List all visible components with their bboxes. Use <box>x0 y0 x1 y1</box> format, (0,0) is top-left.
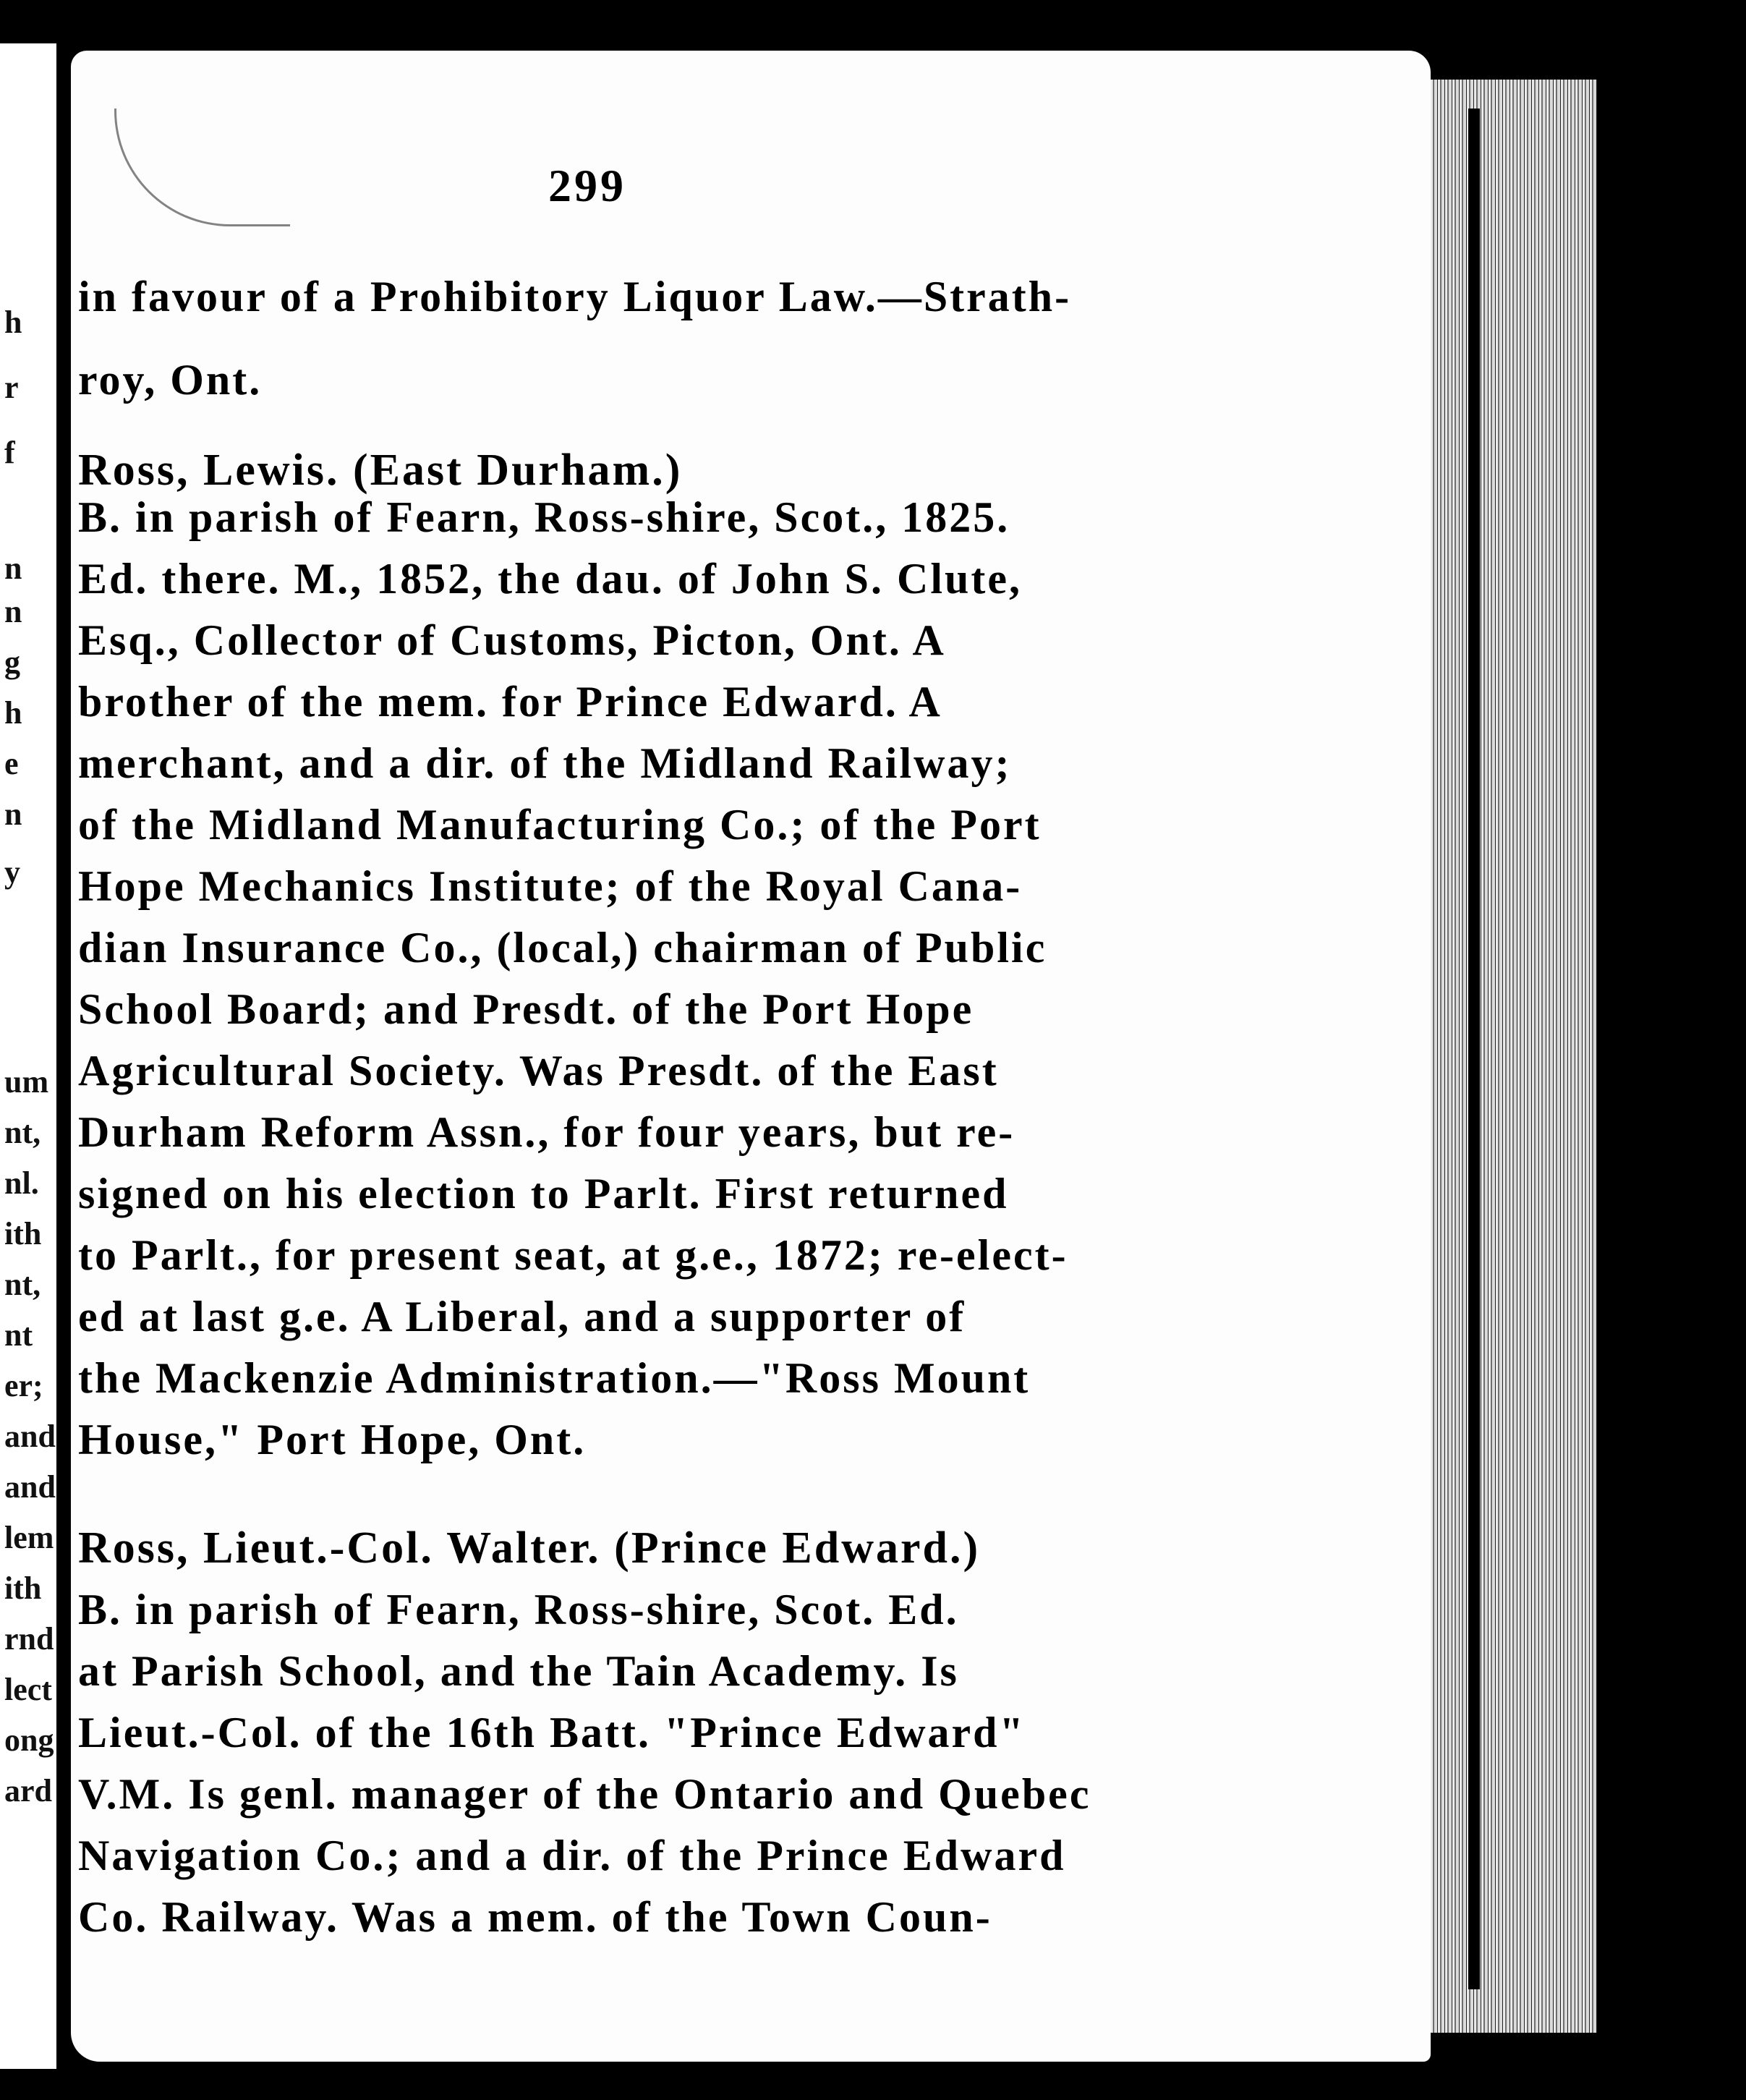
previous-page-fragment: ard <box>4 1773 52 1808</box>
text-line: Lieut.-Col. of the 16th Batt. "Prince Edward" <box>78 1709 1026 1756</box>
entry-heading: Ross, Lieut.-Col. Walter. (Prince Edward.) <box>78 1523 981 1573</box>
text-line: Esq., Collector of Customs, Picton, Ont. A <box>78 616 946 664</box>
text-line: Durham Reform Assn., for four years, but re- <box>78 1108 1015 1156</box>
text-line: Agricultural Society. Was Presdt. of the East <box>78 1047 999 1094</box>
previous-page-fragment: lect <box>4 1672 52 1707</box>
previous-page-fragment: ith <box>4 1570 42 1606</box>
book-fore-edge <box>1431 80 1597 2033</box>
entry-heading: Ross, Lewis. (East Durham.) <box>78 446 683 495</box>
text-line: School Board; and Presdt. of the Port Hope <box>78 985 974 1033</box>
text-line: merchant, and a dir. of the Midland Railway; <box>78 739 1012 787</box>
previous-page-fragment: y <box>4 854 20 890</box>
previous-page-fragment: h <box>4 695 22 731</box>
text-line: to Parlt., for present seat, at g.e., 1872; re-elect- <box>78 1231 1068 1279</box>
previous-page-fragment: lem <box>4 1520 54 1555</box>
previous-page-fragment: n <box>4 796 22 832</box>
previous-page-fragment: g <box>4 645 20 680</box>
text-line: Co. Railway. Was a mem. of the Town Coun- <box>78 1893 992 1941</box>
previous-page-fragment: um <box>4 1064 49 1100</box>
previous-page-fragment: n <box>4 550 22 586</box>
previous-page-fragment: ong <box>4 1722 54 1758</box>
text-line: Hope Mechanics Institute; of the Royal Cana- <box>78 862 1023 910</box>
text-line: signed on his election to Parlt. First returned <box>78 1170 1009 1217</box>
book-page <box>71 51 1431 2062</box>
previous-page-fragment: r <box>4 370 19 405</box>
previous-page-fragment: e <box>4 746 19 781</box>
text-line: dian Insurance Co., (local,) chairman of Public <box>78 924 1047 972</box>
text-line: ed at last g.e. A Liberal, and a supporter of <box>78 1293 966 1340</box>
text-line: Ed. there. M., 1852, the dau. of John S. Clute, <box>78 555 1022 603</box>
text-line: at Parish School, and the Tain Academy. Is <box>78 1647 959 1695</box>
previous-page-fragment: n <box>4 594 22 629</box>
previous-page-fragment: and <box>4 1469 56 1505</box>
previous-page-fragment: f <box>4 435 15 470</box>
text-line: brother of the mem. for Prince Edward. A <box>78 678 942 726</box>
previous-page-fragment: nt, <box>4 1267 41 1302</box>
text-line: V.M. Is genl. manager of the Ontario and Quebec <box>78 1770 1091 1818</box>
page-number: 299 <box>548 160 626 211</box>
previous-page-edge <box>0 43 64 2069</box>
book-spine-shadow <box>1468 109 1480 1989</box>
text-line: the Mackenzie Administration.—"Ross Mount <box>78 1354 1031 1402</box>
previous-page-fragment: nl. <box>4 1165 39 1201</box>
previous-page-fragment: and <box>4 1419 56 1454</box>
previous-page-fragment: ith <box>4 1216 42 1251</box>
previous-page-fragment: nt, <box>4 1115 41 1150</box>
text-line: of the Midland Manufacturing Co.; of the Port <box>78 801 1042 849</box>
text-line: B. in parish of Fearn, Ross-shire, Scot., 1825. <box>78 493 1010 541</box>
text-line: roy, Ont. <box>78 356 263 404</box>
text-line: House," Port Hope, Ont. <box>78 1416 587 1463</box>
previous-page-fragment: rnd <box>4 1621 54 1657</box>
previous-page-fragment: er; <box>4 1368 43 1403</box>
text-line: in favour of a Prohibitory Liquor Law.—Strath- <box>78 273 1072 320</box>
text-line: B. in parish of Fearn, Ross-shire, Scot. Ed. <box>78 1586 959 1633</box>
text-line: Navigation Co.; and a dir. of the Prince Edward <box>78 1832 1066 1879</box>
page-curl-mark <box>114 109 290 226</box>
previous-page-fragment: h <box>4 305 22 340</box>
previous-page-fragment: nt <box>4 1317 33 1353</box>
